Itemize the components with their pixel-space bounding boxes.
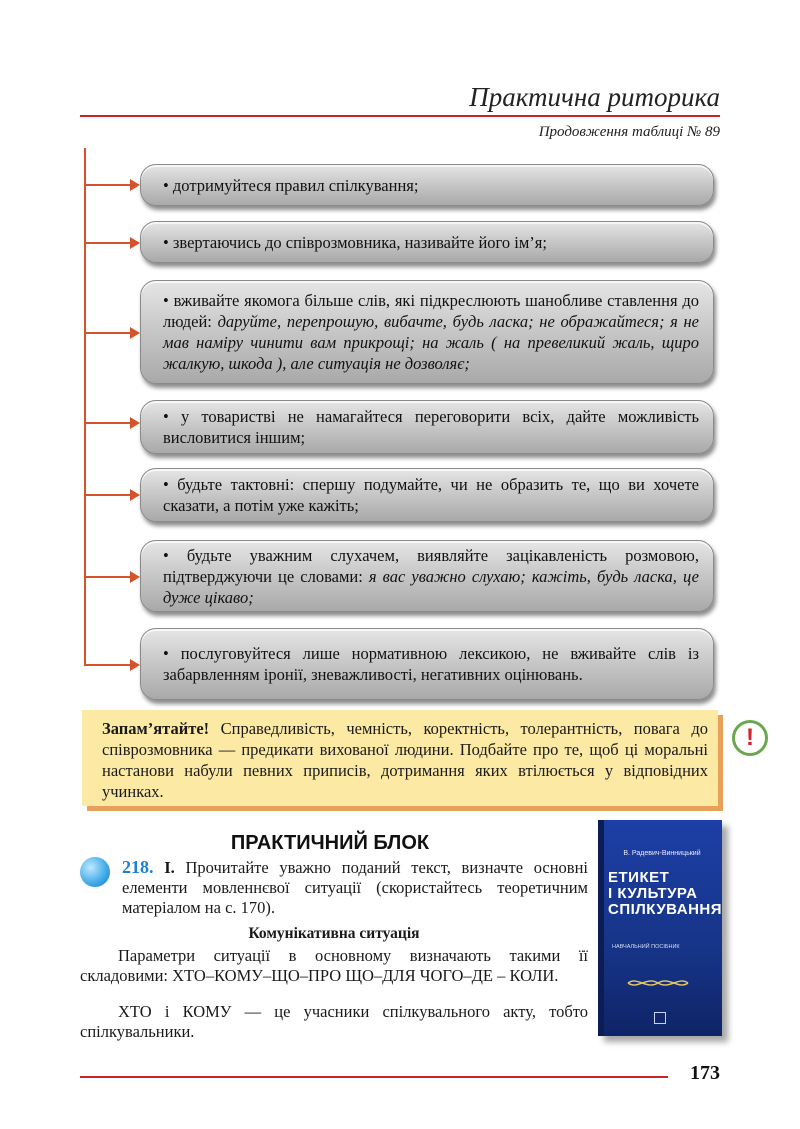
tree-arrow (84, 576, 138, 578)
rule-text: • будьте тактовні: спершу подумайте, чи не образить те, що ви хочете сказати, а потім уже кажіть; (163, 475, 699, 515)
rule-item (140, 400, 714, 454)
header-divider (80, 115, 720, 117)
rule-item (140, 540, 714, 612)
exercise-instruction (122, 857, 588, 918)
rule-text: • звертаючись до співрозмовника, називайте його ім’я; (163, 232, 547, 252)
book-cover-image (598, 820, 722, 1036)
book-title (608, 869, 723, 918)
rule-text: • будьте уважним слухачем, виявляйте зацікавленість розмовою, підтверджуючи це словами: (163, 545, 699, 586)
body-paragraph: Параметри ситуації в основному визначають такими її складовими: ХТО–КОМУ–ЩО–ПРО ЩО–ДЛЯ ЧОГО–ДЕ – КОЛИ. (80, 946, 588, 985)
tree-arrow (84, 332, 138, 334)
page-number: 173 (690, 1062, 720, 1084)
footer-divider (80, 1076, 668, 1078)
practical-block-title: ПРАКТИЧНИЙ БЛОК (230, 832, 430, 854)
publisher-logo-icon (654, 1012, 666, 1024)
rule-text: • вживайте якомога більше слів, які підкреслюють шанобливе ставлення до людей: (163, 291, 699, 331)
remember-note (82, 710, 718, 806)
table-continuation-note: Продовження таблиці № 89 (538, 124, 720, 140)
rule-item (140, 468, 714, 522)
rule-item (140, 280, 714, 384)
book-author: В. Радевич-Винницький (623, 850, 701, 857)
book-title-line: ЕТИКЕТ (608, 869, 670, 886)
exercise-marker-icon (80, 857, 110, 887)
rule-text: • послуговуйтеся лише нормативною лексикою, не вживайте слів із забарвленням іронії, зневажливості, негативних оцінювань. (163, 644, 699, 684)
tree-arrow (84, 494, 138, 496)
body-paragraph: ХТО і КОМУ — це учасники спілкувального акту, тобто спілкувальники. (80, 1002, 588, 1041)
remember-text: Справедливість, чемність, коректність, толерантність, повага до співрозмовника — предикати вихованої людини. Подбайте про те, щоб ці моральні настанови набули певних приписів, дотримання яких втілюється у відповідних учинках. (102, 719, 708, 801)
rule-text: • у товаристві не намагайтеся переговорити всіх, дайте можливість висловитися іншим; (163, 407, 699, 447)
exercise-number: 218. (122, 857, 154, 877)
book-title-line: І КУЛЬТУРА (608, 885, 698, 902)
book-subtitle: НАВЧАЛЬНИЙ ПОСІБНИК (612, 944, 680, 950)
tree-connector-line (84, 148, 86, 666)
rule-item (140, 164, 714, 206)
rule-examples: даруйте, перепрошую, вибачте, будь ласка; не ображайтеся; я не мав наміру чинити вам прикрощі; на жаль ( на превеликий жаль, щиро жалкую, шкода ), але ситуація не дозволяє; (163, 312, 700, 373)
exercise-text: Прочитайте уважно поданий текст, визначте основні елементи мовленнєвої ситуації (скористайтесь теоретичним матеріалом на с. 170). (122, 858, 589, 917)
tree-arrow (84, 242, 138, 244)
exclamation-icon: ! (732, 720, 768, 756)
rule-examples: я вас уважно слухаю; кажіть, будь ласка, це дуже цікаво; (163, 566, 700, 607)
book-title-line: СПІЛКУВАННЯ (608, 901, 723, 918)
running-header-title: Практична риторика (469, 82, 720, 112)
exercise-part: І. (164, 858, 175, 877)
ornament-icon (626, 976, 690, 990)
tree-arrow (84, 184, 138, 186)
remember-label: Запам’ятайте! (102, 719, 210, 738)
rule-text: • дотримуйтеся правил спілкування; (163, 175, 419, 195)
text-subtitle: Комунікативна ситуація (248, 925, 420, 942)
rule-item (140, 221, 714, 263)
tree-arrow (84, 664, 138, 666)
tree-arrow (84, 422, 138, 424)
rule-item (140, 628, 714, 700)
